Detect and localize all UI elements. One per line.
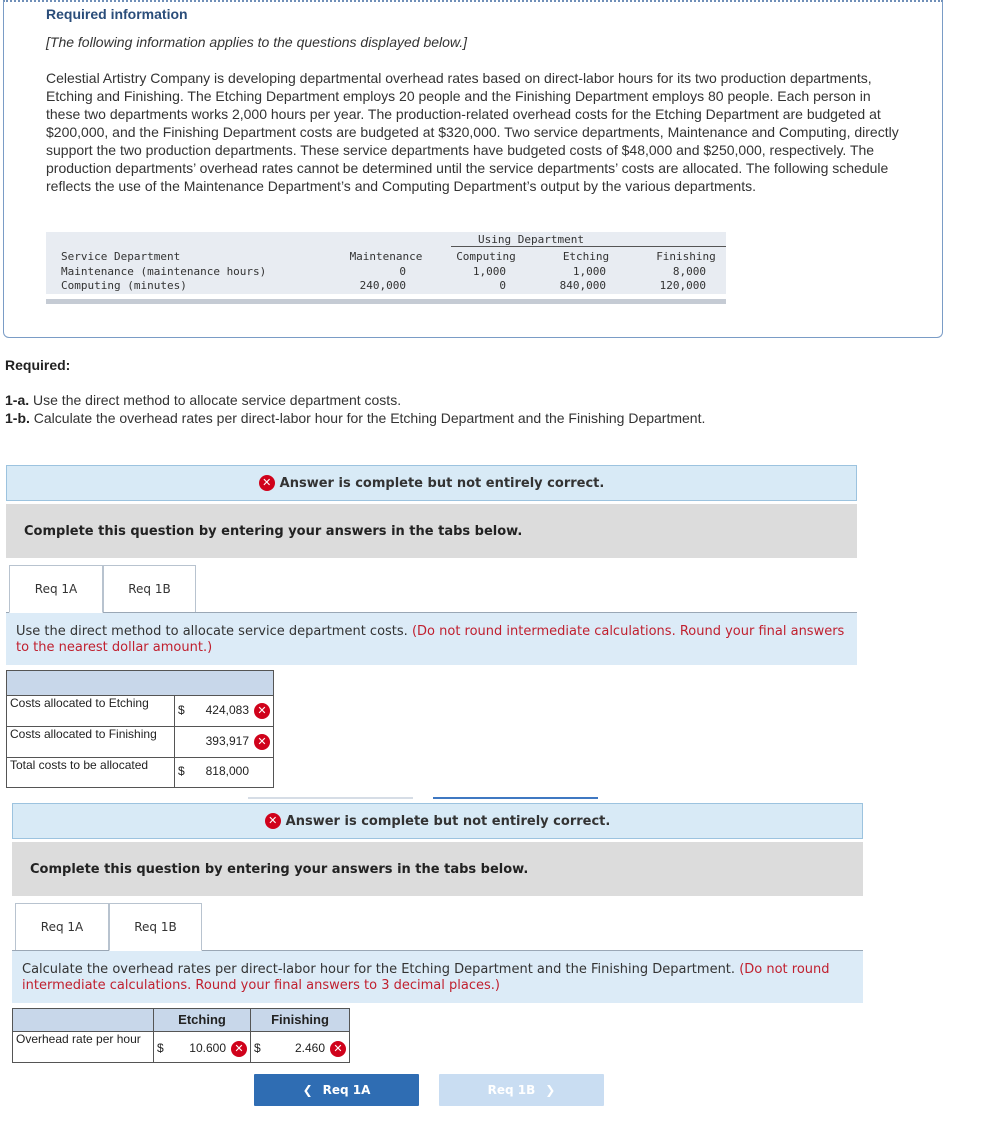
schedule-row-label: Computing (minutes) <box>61 279 187 292</box>
schedule-col-finishing: Finishing <box>656 250 716 263</box>
schedule-col-computing: Computing <box>456 250 516 263</box>
row-label-finishing: Costs allocated to Finishing <box>6 726 175 758</box>
x-circle-icon: ✕ <box>330 1041 346 1057</box>
total-costs-input[interactable]: 818,000 <box>205 764 249 778</box>
chevron-left-icon: ❮ <box>302 1083 313 1097</box>
input-cell-etching[interactable]: $ 424,083 ✕ <box>174 695 274 727</box>
tab-instruction: Use the direct method to allocate service department costs. (Do not round intermediate calculations. Round your final answers to the nearest dollar amount.) <box>6 613 857 665</box>
schedule-group-header: Using Department <box>478 233 584 246</box>
schedule-cell: 0 <box>499 279 506 292</box>
x-circle-icon: ✕ <box>265 813 281 829</box>
answer-status-banner: ✕ Answer is complete but not entirely correct. <box>6 465 857 501</box>
complete-instructions-bar: Complete this question by entering your answers in the tabs below. <box>6 504 857 558</box>
prev-req-1a-button[interactable]: ❮ Req 1A <box>254 1074 419 1106</box>
input-cell-finishing[interactable] <box>174 726 274 758</box>
schedule-col-service: Service Department <box>61 250 181 263</box>
x-circle-icon: ✕ <box>254 703 270 719</box>
col-header-finishing: Finishing <box>250 1008 350 1032</box>
info-title: Required information <box>46 6 188 22</box>
row-label-etching: Costs allocated to Etching <box>6 695 175 727</box>
schedule-cell: 1,000 <box>572 265 606 278</box>
tab-req-1b[interactable]: Req 1B <box>109 903 202 951</box>
required-item-1a: 1-a. Use the direct method to allocate service department costs. <box>5 392 402 408</box>
schedule-cell: 1,000 <box>472 265 506 278</box>
divider <box>433 797 598 799</box>
tab-req-1b[interactable]: Req 1B <box>103 565 196 612</box>
col-header-etching: Etching <box>153 1008 251 1032</box>
divider <box>248 797 413 799</box>
schedule-col-maintenance: Maintenance <box>349 250 423 263</box>
chevron-right-icon: ❯ <box>545 1083 556 1097</box>
required-item-1b: 1-b. Calculate the overhead rates per direct-labor hour for the Etching Department and the Finishing Department. <box>5 410 706 426</box>
row-label-overhead-rate: Overhead rate per hour <box>12 1031 154 1063</box>
complete-instructions-bar: Complete this question by entering your answers in the tabs below. <box>12 842 863 896</box>
schedule-cell: 0 <box>399 265 406 278</box>
next-req-1b-button[interactable]: Req 1B ❯ <box>439 1074 604 1106</box>
schedule-cell: 840,000 <box>559 279 606 292</box>
x-circle-icon: ✕ <box>259 475 275 491</box>
answer-status-banner: ✕ Answer is complete but not entirely correct. <box>12 803 863 839</box>
tab-req-1a[interactable]: Req 1A <box>9 565 103 613</box>
required-heading: Required: <box>5 357 71 373</box>
costs-allocated-etching-input[interactable]: 424,083 <box>205 703 249 717</box>
schedule-row-label: Maintenance (maintenance hours) <box>61 265 267 278</box>
answer-table-header <box>6 670 274 696</box>
schedule-cell: 120,000 <box>659 279 706 292</box>
usage-schedule-table <box>46 232 726 304</box>
input-cell-etching-rate[interactable]: $ 10.600 ✕ <box>153 1031 251 1063</box>
schedule-cell: 240,000 <box>359 279 406 292</box>
x-circle-icon: ✕ <box>231 1041 247 1057</box>
tab-req-1a[interactable]: Req 1A <box>15 903 109 950</box>
info-subtitle: [The following information applies to the questions displayed below.] <box>46 34 468 50</box>
schedule-cell: 8,000 <box>672 265 706 278</box>
input-cell-total[interactable]: $ 818,000 <box>174 757 274 788</box>
input-cell-finishing-rate[interactable]: $ 2.460 ✕ <box>250 1031 350 1063</box>
x-circle-icon: ✕ <box>254 734 270 750</box>
etching-rate-input[interactable]: 10.600 <box>189 1041 226 1055</box>
costs-allocated-finishing-input[interactable]: 393,917 <box>205 734 249 748</box>
finishing-rate-input[interactable]: 2.460 <box>294 1041 325 1055</box>
info-paragraph: Celestial Artistry Company is developing departmental overhead rates based on direct-labor hours for its two production departments, Etching and Finishing. The Etching Department employs 20 people and the Finishing Department employs 80 people. Each person in these two departments works 2,000 hours per year. The production-related overhead costs for the Etching Department are budgeted at $200,000, and the Finishing Department costs are budgeted at $320,000. Two service departments, Maintenance and Computing, directly support the two production departments. These service departments have budgeted costs of $48,000 and $250,000, respectively. The production departments’ overhead rates cannot be determined until the service departments’ costs are allocated. The following schedule reflects the use of the Maintenance Department’s and Computing Department’s output by the various departments. <box>46 70 899 194</box>
answer-table-header-blank <box>12 1008 154 1032</box>
tab-instruction: Calculate the overhead rates per direct-labor hour for the Etching Department and the Finishing Department. (Do not round intermediate calculations. Round your final answers to 3 decimal places.) <box>12 951 863 1003</box>
schedule-col-etching: Etching <box>562 250 610 263</box>
row-label-total: Total costs to be allocated <box>6 757 175 788</box>
